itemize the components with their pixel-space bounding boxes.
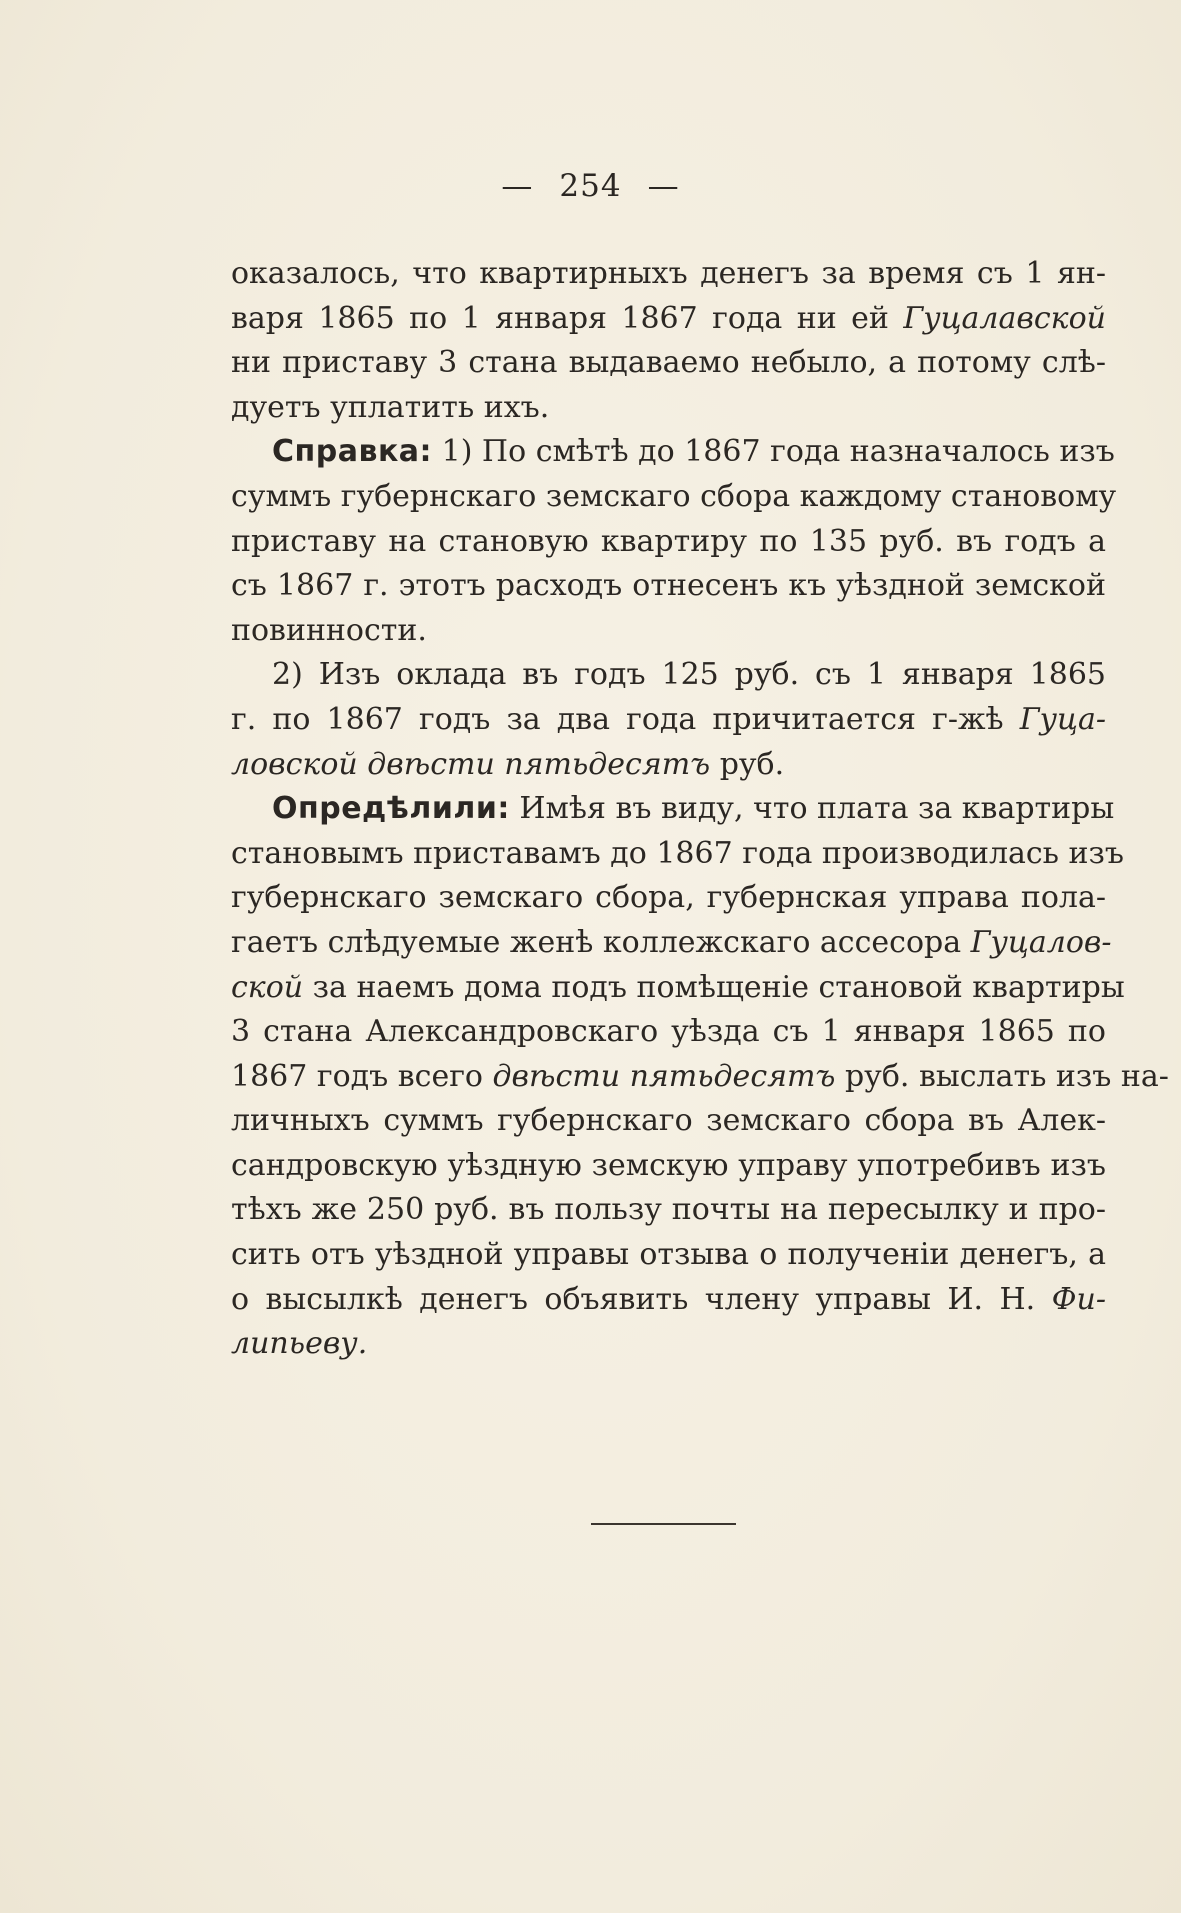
text-line bbox=[231, 1278, 1106, 1323]
text-line-content: тѣхъ же 250 руб. въ пользу почты на пересылку и про- bbox=[231, 1192, 1106, 1228]
text-line bbox=[231, 564, 1106, 609]
text-line-content: становымъ приставамъ до 1867 года производилась изъ bbox=[231, 835, 1124, 871]
text-line-content: приставу на становую квартиру по 135 руб. въ годъ а bbox=[231, 523, 1106, 559]
body-text bbox=[231, 252, 1169, 1367]
text-line bbox=[231, 609, 1106, 654]
text-line-content: 3 стана Александровскаго уѣзда съ 1 января 1865 по bbox=[231, 1014, 1106, 1050]
text-line-content: Имѣя въ виду, что плата за квартиры bbox=[519, 791, 1115, 827]
page-number: 254 bbox=[559, 168, 622, 204]
text-line bbox=[231, 1144, 1106, 1189]
text-line bbox=[231, 297, 1106, 342]
text-line bbox=[231, 430, 1115, 475]
italic-name: Гуца- bbox=[1019, 701, 1107, 737]
text-line bbox=[231, 921, 1112, 966]
text-line-content: суммъ губернскаго земскаго сбора каждому становому bbox=[231, 478, 1117, 514]
text-line-content: о высылкѣ денегъ объявить члену управы И. Н. bbox=[231, 1281, 1036, 1317]
text-line-content: 2) Изъ оклада въ годъ 125 руб. съ 1 января 1865 bbox=[272, 657, 1106, 693]
text-line bbox=[231, 876, 1106, 921]
text-line-content: дуетъ уплатить ихъ. bbox=[231, 389, 550, 425]
text-line-content: руб. bbox=[719, 746, 785, 782]
text-line bbox=[231, 252, 1106, 297]
text-line-content: гаетъ слѣдуемые женѣ коллежскаго ассесора bbox=[231, 924, 962, 960]
text-line bbox=[231, 475, 1117, 520]
text-line-content: варя 1865 по 1 января 1867 года ни ей bbox=[231, 300, 889, 336]
italic-name: Фи- bbox=[1051, 1281, 1106, 1317]
text-line-content: за наемъ дома подъ помѣщенiе становой квартиры bbox=[312, 969, 1125, 1005]
text-line-content: 1867 годъ всего bbox=[231, 1058, 483, 1094]
text-line bbox=[231, 832, 1124, 877]
section-heading-spravka: Справка: bbox=[272, 434, 433, 470]
text-line bbox=[231, 1099, 1106, 1144]
text-line bbox=[231, 966, 1125, 1011]
text-line-content: г. по 1867 годъ за два года причитается г-жѣ bbox=[231, 701, 1004, 737]
text-line-content: оказалось, что квартирныхъ денегъ за время съ 1 ян- bbox=[231, 256, 1106, 291]
text-line bbox=[231, 787, 1115, 832]
italic-name: Гуцалов- bbox=[970, 924, 1112, 960]
text-line bbox=[231, 698, 1106, 743]
text-line bbox=[231, 1188, 1106, 1233]
text-line-content: личныхъ суммъ губернскаго земскаго сбора въ Алек- bbox=[231, 1103, 1106, 1139]
italic-name: ской bbox=[231, 969, 304, 1005]
closing-rule-divider bbox=[591, 1523, 736, 1525]
page-number-dash-right: — bbox=[647, 168, 680, 204]
text-line bbox=[231, 653, 1106, 698]
section-heading-opredelili: Опредѣлили: bbox=[272, 791, 510, 827]
text-line bbox=[231, 341, 1106, 386]
italic-name: липьеву. bbox=[231, 1326, 368, 1362]
page-number-header bbox=[0, 168, 1181, 204]
text-line bbox=[231, 1055, 1169, 1100]
text-line-content: съ 1867 г. этотъ расходъ отнесенъ къ уѣздной земской bbox=[231, 568, 1106, 604]
text-line-content: сандровскую уѣздную земскую управу употребивъ изъ bbox=[231, 1147, 1106, 1183]
text-line-content: повинности. bbox=[231, 612, 427, 648]
text-line-content: 1) По смѣтѣ до 1867 года назначалось изъ bbox=[441, 434, 1115, 470]
page-number-dash-left: — bbox=[501, 168, 534, 204]
text-line bbox=[231, 743, 1106, 788]
text-line-content: сить отъ уѣздной управы отзыва о полученiи денегъ, а bbox=[231, 1237, 1106, 1273]
text-line bbox=[231, 520, 1106, 565]
text-line-content: руб. выслать изъ на- bbox=[844, 1058, 1169, 1094]
text-line-content: ни приставу 3 стана выдаваемо небыло, а потому слѣ- bbox=[231, 345, 1106, 381]
text-line bbox=[231, 1010, 1106, 1055]
text-line bbox=[231, 1233, 1106, 1278]
text-line bbox=[231, 1322, 1106, 1367]
text-line bbox=[231, 386, 1106, 431]
italic-amount: двѣсти пятьдесятъ bbox=[492, 1058, 836, 1094]
italic-amount: ловской двѣсти пятьдесятъ bbox=[231, 746, 711, 782]
text-line-content: губернскаго земскаго сбора, губернская управа пола- bbox=[231, 880, 1106, 916]
italic-name: Гуцалавской bbox=[903, 300, 1106, 336]
